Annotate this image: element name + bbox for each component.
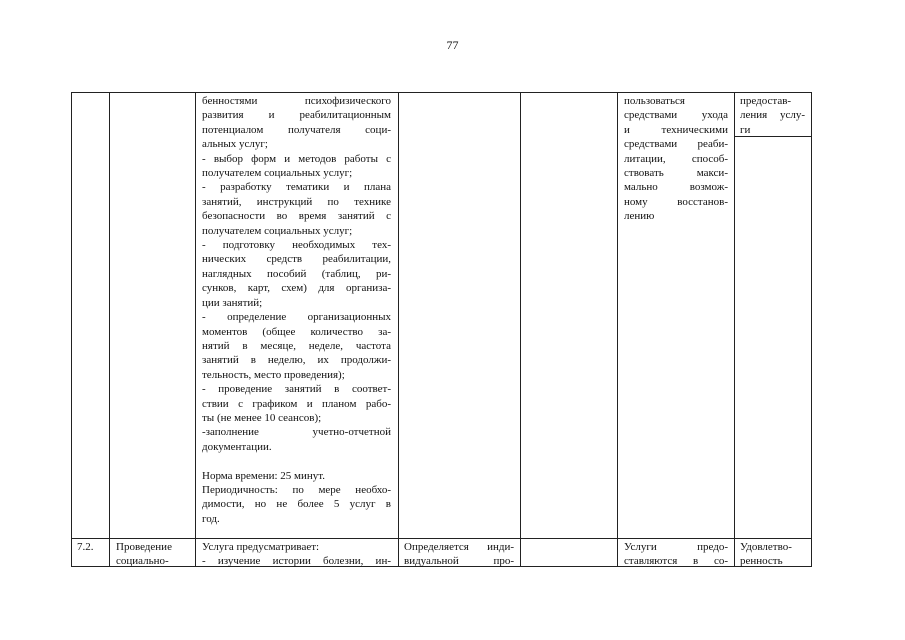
page-number: 77 [446, 38, 459, 52]
column-divider [520, 92, 521, 567]
column-divider [398, 92, 399, 567]
service-content-cell [202, 94, 391, 526]
volume-cell [404, 540, 514, 569]
text-line: -заполнение учетно-отчетной [202, 426, 391, 439]
conditions-cell [624, 94, 728, 224]
text-line: предостав- [740, 95, 792, 107]
text-line: Проведение [116, 541, 172, 553]
text-line: бенностями психофизического [202, 95, 391, 107]
text-line: Периодичность: по мере необхо- [202, 483, 391, 496]
service-content-cell [202, 540, 391, 569]
text-line: наглядных пособий (таблиц, ри- [202, 267, 391, 280]
text-line: ному восстанов- [624, 195, 728, 208]
column-divider [109, 92, 110, 567]
text-line: нятий в месяце, неделе, частота [202, 339, 391, 352]
text-line: ренность [740, 555, 783, 568]
blank-line [202, 454, 391, 468]
service-name-cell [116, 540, 192, 569]
text-line: димости, но не более 5 услуг в [202, 498, 391, 511]
text-line: год. [202, 512, 220, 525]
text-line: лению [624, 210, 655, 223]
indicators-cell [740, 94, 805, 137]
text-line: - определение организационных [202, 311, 391, 324]
text-line: - разработку тематики и плана [202, 181, 391, 194]
text-line: нических средств реабилитации, [202, 253, 391, 266]
indicators-cell [740, 540, 805, 569]
text-line: социально- [116, 555, 169, 568]
row-number-text: 7.2. [77, 541, 94, 553]
text-line: Определяется инди- [404, 541, 514, 553]
text-line: и техническими [624, 123, 728, 136]
text-line: сунков, карт, схем) для организа- [202, 282, 391, 295]
text-line: литации, способ- [624, 152, 728, 165]
text-line: ствии с графиком и планом рабо- [202, 397, 391, 410]
row-number [77, 540, 107, 554]
text-line: ги [740, 123, 751, 136]
text-line: получателем социальных услуг; [202, 224, 353, 237]
text-line: пользоваться [624, 95, 685, 107]
text-line: Удовлетво- [740, 541, 792, 553]
text-line: потенциалом получателя соци- [202, 123, 391, 136]
text-line: Услуги предо- [624, 541, 728, 553]
column-divider [617, 92, 618, 567]
table-border-right [811, 92, 812, 567]
text-line: альных услуг; [202, 138, 268, 151]
text-line: получателем социальных услуг; [202, 167, 353, 180]
text-line: занятий, инструкций по технике [202, 195, 391, 208]
text-line: безопасности во время занятий с [202, 210, 391, 223]
text-line: ления услу- [740, 109, 805, 122]
text-line: документации. [202, 440, 272, 453]
text-line: - изучение истории болезни, ин- [202, 555, 391, 568]
conditions-cell [624, 540, 728, 569]
text-line: Норма времени: 25 минут. [202, 469, 326, 482]
text-line: средствами ухода [624, 109, 728, 122]
text-line: моментов (общее количество за- [202, 325, 391, 338]
text-line: Услуга предусматривает: [202, 541, 320, 553]
services-table [71, 92, 812, 567]
text-line: развития и реабилитационным [202, 109, 391, 122]
column-divider [734, 92, 735, 567]
table-border-left [71, 92, 72, 567]
text-line: мально возмож- [624, 181, 728, 194]
row-divider [71, 538, 812, 539]
text-line: - подготовку необходимых тех- [202, 239, 391, 252]
text-line: ствовать макси- [624, 167, 728, 180]
text-line: ставляются в со- [624, 555, 728, 568]
text-line: ты (не менее 10 сеансов); [202, 411, 322, 424]
text-line: занятий в неделю, их продолжи- [202, 354, 391, 367]
text-line: видуальной про- [404, 555, 514, 568]
text-line: - выбор форм и методов работы с [202, 152, 391, 165]
text-line: ции занятий; [202, 296, 263, 309]
table-border-top [71, 92, 812, 93]
text-line: средствами реаби- [624, 138, 728, 151]
column-divider [195, 92, 196, 567]
text-line: - проведение занятий в соответ- [202, 383, 391, 396]
text-line: тельность, место проведения); [202, 368, 345, 381]
